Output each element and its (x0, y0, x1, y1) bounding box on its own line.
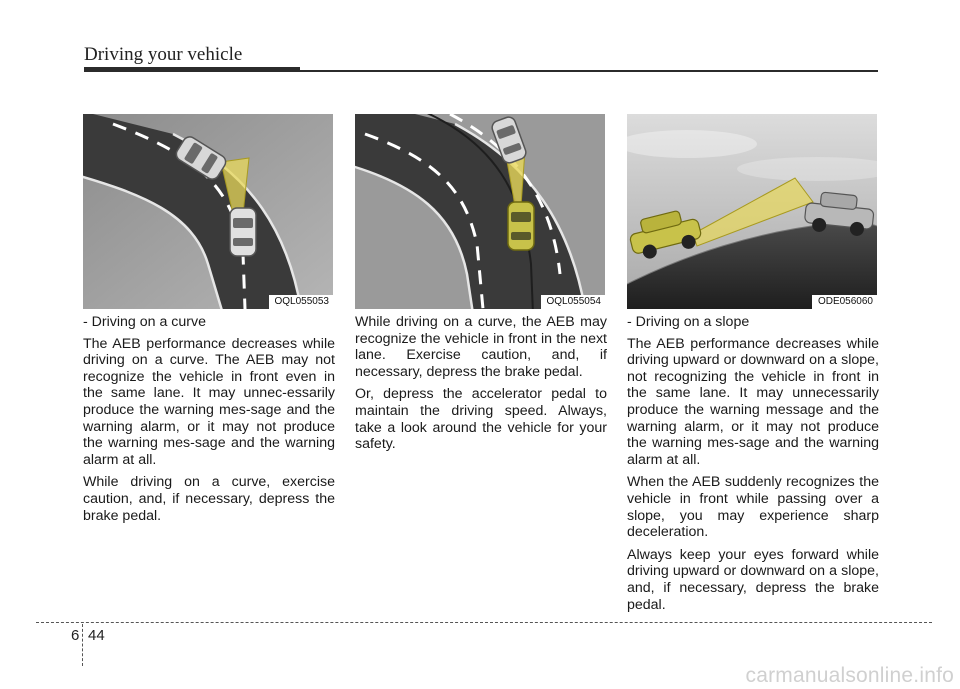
paragraph: The AEB performance decreases while driving on a curve. The AEB may not recognize the vehicle in front even in the same lane. It may unnec-essarily produce the warning mes-sage and the warning alarm, or it may not produce the warning mes-sage and the warning alarm at all. (83, 335, 335, 468)
figure-slope (627, 114, 877, 309)
aeb-curve-illustration-icon (83, 114, 333, 309)
page-number: 44 (88, 627, 105, 644)
paragraph: Or, depress the accelerator pedal to maintain the driving speed. Always, take a look around the vehicle for your safety. (355, 386, 607, 453)
figure-code: OQL055054 (541, 295, 606, 309)
figure-curve (83, 114, 333, 309)
figure-code: OQL055053 (269, 295, 334, 309)
header-rule-thin (300, 70, 878, 72)
figure-code: ODE056060 (812, 295, 877, 309)
section-number: 6 (71, 627, 80, 644)
column-left (83, 314, 335, 530)
watermark: carmanualsonline.info (745, 664, 954, 687)
header-title: Driving your vehicle (84, 44, 243, 65)
figure-adjacent-lane (355, 114, 605, 309)
section-heading: - Driving on a slope (627, 314, 750, 330)
paragraph: While driving on a curve, exercise caution, and, if necessary, depress the brake pedal. (83, 474, 335, 524)
section-heading: - Driving on a curve (83, 314, 207, 330)
column-right (627, 314, 879, 619)
column-middle (355, 314, 607, 459)
footer-rule (36, 622, 932, 623)
paragraph: While driving on a curve, the AEB may recognize the vehicle in front in the next lane. Exercise caution, and, if necessary, depress the brake pedal. (355, 314, 607, 380)
footer-divider (82, 624, 83, 666)
header-rule-thick (84, 67, 300, 72)
paragraph: When the AEB suddenly recognizes the vehicle in front while passing over a slope, you may experience sharp deceleration. (627, 474, 879, 541)
aeb-adjacent-lane-illustration-icon (355, 114, 605, 309)
paragraph: Always keep your eyes forward while driving upward or downward on a slope, and, if necessary, depress the brake pedal. (627, 546, 879, 613)
paragraph: The AEB performance decreases while driving upward or downward on a slope, not recognizing the vehicle in front in the same lane. It may unnecessarily produce the warning message and the warning alarm, or it may not produce the warning mes-sage and the warning alarm at all. (627, 335, 879, 468)
aeb-slope-illustration-icon (627, 114, 877, 309)
